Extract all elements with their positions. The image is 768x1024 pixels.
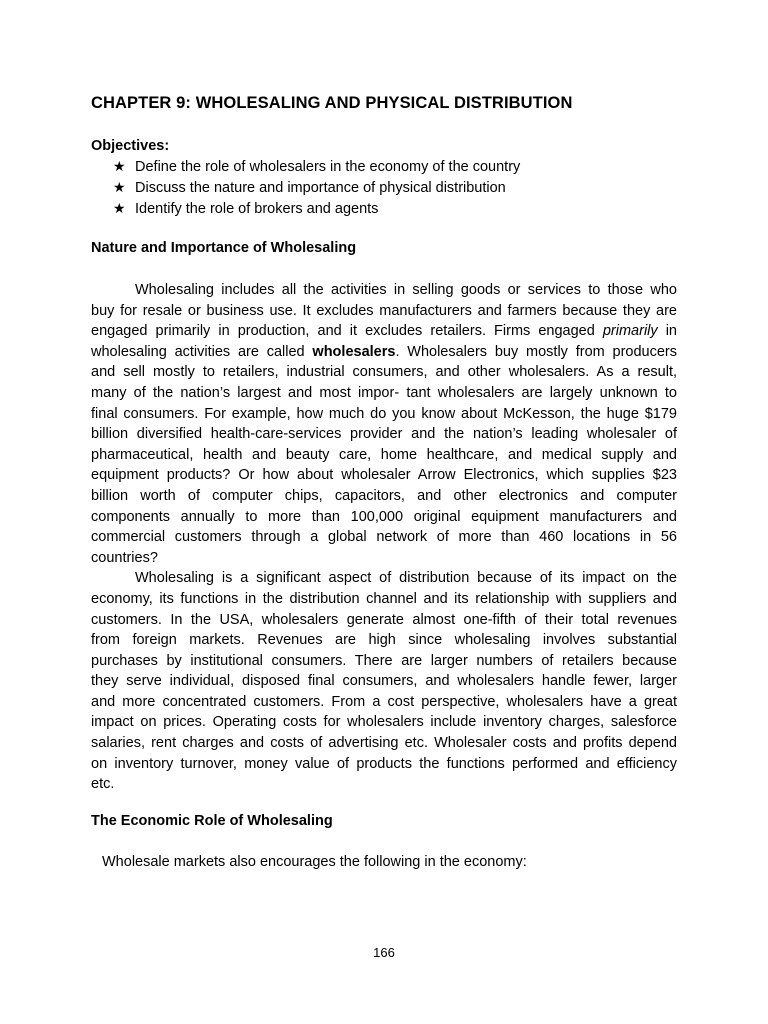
paragraph-line: salaries, rent charges and costs of advertising etc. Wholesaler costs and profits depend	[91, 735, 677, 752]
line-segment: in	[657, 323, 677, 340]
objective-text: Define the role of wholesalers in the economy of the country	[135, 159, 521, 175]
paragraph-line: they serve individual, disposed final consumers, and wholesalers handle fewer, larger	[91, 673, 677, 690]
paragraph-line: pharmaceutical, health and beauty care, home healthcare, and medical supply and	[91, 446, 677, 463]
paragraph-line: commercial customers through a global network of more than 460 locations in 56	[91, 529, 677, 546]
paragraph-line: etc.	[91, 776, 115, 793]
chapter-title: CHAPTER 9: WHOLESALING AND PHYSICAL DISTRIBUTION	[91, 94, 573, 112]
objective-text: Discuss the nature and importance of physical distribution	[135, 180, 506, 196]
paragraph-line: impact on prices. Operating costs for wholesalers include inventory charges, salesforce	[91, 714, 677, 731]
paragraph-line: billion worth of computer chips, capacitors, and other electronics and computer	[91, 487, 677, 504]
objective-item	[113, 157, 520, 178]
objectives-list	[113, 157, 520, 220]
objective-item	[113, 178, 520, 199]
paragraph-line: purchases by institutional consumers. There are larger numbers of retailers because	[91, 652, 677, 669]
paragraph-line	[91, 321, 677, 342]
document-page	[91, 0, 677, 1024]
paragraph-line: buy for resale or business use. It excludes manufacturers and farmers because they are	[91, 302, 677, 319]
paragraph-line: and sell mostly to retailers, industrial consumers, and other wholesalers. As a result,	[91, 364, 677, 381]
body-paragraphs	[91, 280, 677, 795]
section-heading-economic: The Economic Role of Wholesaling	[91, 813, 333, 829]
paragraph-line: equipment products? Or how about wholesaler Arrow Electronics, which supplies $23	[91, 467, 677, 484]
objective-text: Identify the role of brokers and agents	[135, 201, 379, 217]
page-number: 166	[373, 945, 395, 960]
section-intro-text: Wholesale markets also encourages the following in the economy:	[102, 854, 527, 870]
objective-item	[113, 199, 520, 220]
paragraph-line: Wholesaling includes all the activities in selling goods or services to those who	[135, 282, 677, 298]
paragraph-line: many of the nation’s largest and most impor- tant wholesalers are largely unknown to	[91, 384, 677, 401]
paragraph-line: and more concentrated customers. From a cost perspective, wholesalers have a great	[91, 693, 677, 710]
paragraph-line: Wholesaling is a significant aspect of distribution because of its impact on the	[135, 570, 677, 587]
line-segment: . Wholesalers buy mostly from producers	[395, 343, 677, 360]
section-heading-nature: Nature and Importance of Wholesaling	[91, 240, 357, 256]
paragraph-line: components annually to more than 100,000 original equipment manufacturers and	[91, 508, 677, 525]
paragraph-line: billion diversified health-care-services provider and the nation’s leading wholesaler of	[91, 426, 677, 443]
line-segment: wholesaling activities are called	[91, 343, 313, 360]
paragraph-line	[91, 342, 677, 363]
objectives-heading: Objectives:	[91, 138, 170, 154]
star-icon: ★	[113, 180, 126, 196]
paragraph-line: customers. In the USA, wholesalers generate almost one-fifth of their total revenues	[91, 611, 677, 628]
line-segment: engaged primarily in production, and it excludes retailers. Firms engaged	[91, 323, 603, 340]
paragraph-line: countries?	[91, 549, 158, 566]
paragraph-line: final consumers. For example, how much do you know about McKesson, the huge $179	[91, 405, 677, 422]
bold-term: wholesalers	[312, 343, 396, 360]
star-icon: ★	[113, 201, 126, 217]
paragraph-line: on inventory turnover, money value of products the functions performed and efficiency	[91, 755, 677, 772]
paragraph-line: economy, its functions in the distribution channel and its relationship with suppliers and	[91, 590, 677, 607]
paragraph-line: from foreign markets. Revenues are high since wholesaling involves substantial	[91, 632, 677, 649]
star-icon: ★	[113, 159, 126, 175]
emphasis-text: primarily	[602, 323, 658, 340]
